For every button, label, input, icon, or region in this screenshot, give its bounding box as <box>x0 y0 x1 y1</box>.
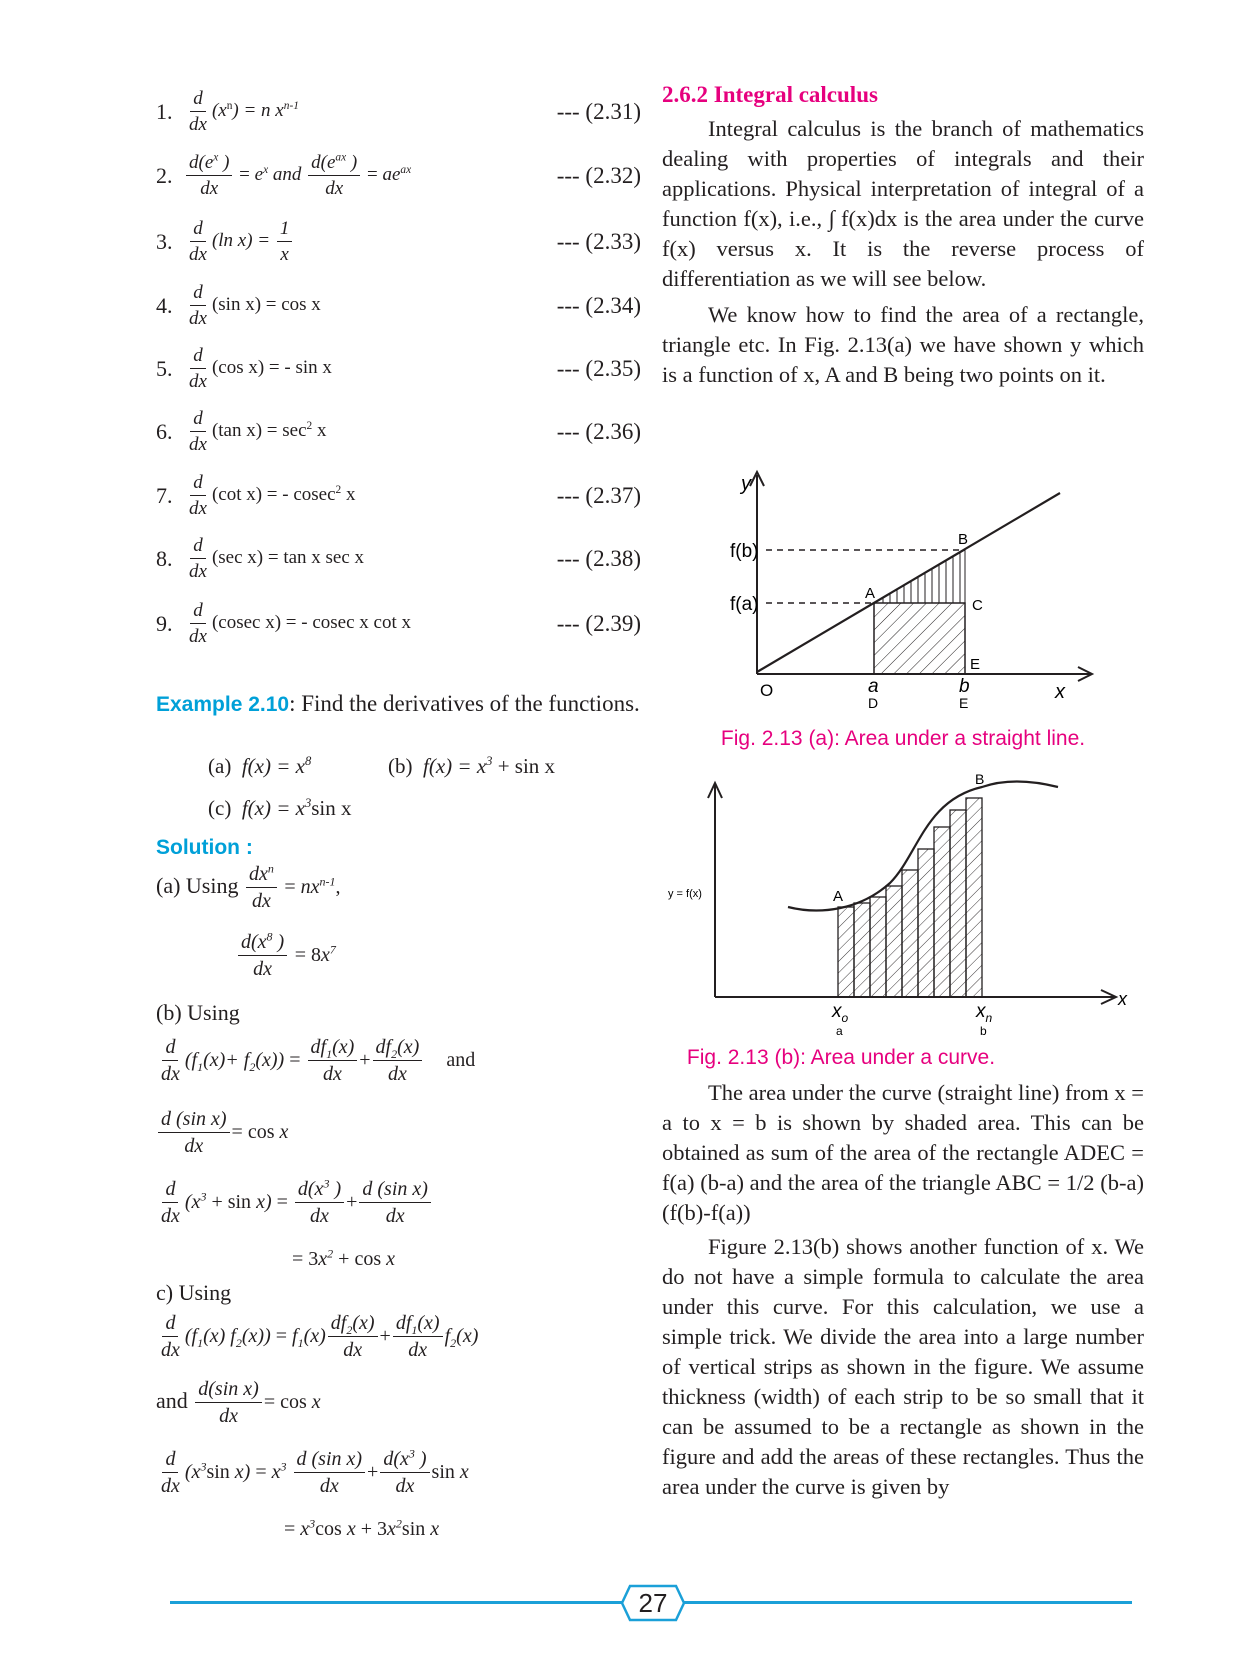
eq-body: $\frac{d}{dx}$ (cos x) = - sin x <box>189 345 332 392</box>
footer-line-left <box>170 1601 624 1604</box>
label-a: a <box>868 676 879 697</box>
eq-reference: --- (2.35) <box>556 355 641 381</box>
label-b: b <box>980 1024 987 1038</box>
label-y-fx: y = f(x) <box>668 888 702 900</box>
footer-line-right <box>682 1601 1132 1604</box>
example-part-c: (c) $f(x) = x^3\sin$ x <box>208 796 352 820</box>
derivative-1 <box>156 88 641 136</box>
example-heading <box>156 688 641 720</box>
example-label: Example 2.10 <box>156 693 290 716</box>
solution-c-step: $\frac{d}{dx}$ ($x^3\sin$ $x) = x^3$ $\frac{\text{d (sin x)}}{dx}$ + $\frac{d(x^3 )}{dx}$ sin x <box>161 1446 469 1497</box>
solution-c-product-rule: $\frac{d}{dx}$ $(f_1(x) f_2(x)) = f_1(x)$ $\frac{df_2(x)}{dx}$ + $\frac{df_1(x)}{dx}$ $f_2(x)$ <box>161 1312 479 1361</box>
solution-a-result: $\frac{d(x^8 )}{dx}$ = $8x^7$ <box>236 931 336 981</box>
derivative-7 <box>156 472 641 520</box>
solution-a-using: (a) Using $\frac{dx^n}{dx}$ = $nx^{n-1}$, <box>156 861 341 912</box>
eq-number: 6. <box>156 418 173 444</box>
rectangle-ADEC <box>874 603 965 674</box>
derivative-2 <box>156 152 641 200</box>
figure-2-13b <box>660 755 1130 1038</box>
eq-number: 9. <box>156 610 173 636</box>
label-A: A <box>833 888 844 905</box>
eq-number: 1. <box>156 98 173 124</box>
derivative-8 <box>156 535 641 583</box>
solution-b-using: (b) Using <box>156 1000 240 1025</box>
label-B: B <box>958 531 969 548</box>
example-text: : Find the derivatives of the functions. <box>289 691 640 716</box>
eq-reference: --- (2.36) <box>556 418 641 444</box>
paragraph-rectangle: We know how to find the area of a rectangle, triangle etc. In Fig. 2.13(a) we have shown y which is a function of x, A and B being two points on it. <box>662 302 1144 387</box>
eq-reference: --- (2.37) <box>556 482 641 508</box>
eq-number: 3. <box>156 228 173 254</box>
label-D: D <box>868 695 879 711</box>
label-b: b <box>959 676 970 697</box>
right-lower-text <box>662 1078 1144 1502</box>
label-xn-sub: n <box>985 1011 993 1025</box>
eq-reference: --- (2.39) <box>556 610 641 636</box>
solution-b-step: $\frac{d}{dx}$ $(x^3 + \sin x)$ = $\frac{d(x^3 )}{dx}$ + $\frac{\text{d (sin x)}}{dx}$ <box>156 1178 433 1228</box>
eq-body: $\frac{d}{dx}$ (cot x) = - cosec$^2$ x <box>189 472 356 519</box>
label-O: O <box>760 681 774 700</box>
label-x0-sub: o <box>841 1011 849 1025</box>
label-x: x <box>1118 989 1127 1009</box>
eq-number: 7. <box>156 482 173 508</box>
vertical-strips <box>838 798 982 997</box>
right-column <box>662 82 1144 390</box>
page-number-badge <box>620 1584 686 1622</box>
section-title: 2.6.2 Integral calculus <box>662 82 878 107</box>
eq-body: $\frac{d}{dx}$ (tan $x) = \sec^2 x$ <box>189 408 327 455</box>
paragraph-shaded-area: The area under the curve (straight line) from x = a to x = b is shown by shaded area. This can be obtained as sum of the area of the rectangle ADEC = f(a) (b-a) and the area of the triangle ABC = 1/2 (b-a) (f(b)-f(a)) <box>662 1080 1144 1225</box>
label-E: E <box>970 656 981 673</box>
derivative-9 <box>156 600 641 648</box>
label-xn: x <box>976 1001 986 1022</box>
label-A: A <box>865 585 876 602</box>
solution-label: Solution : <box>156 836 253 859</box>
solution-c-result: = $x^3\cos$ $x + 3x^2\sin$ x <box>284 1516 440 1540</box>
solution-b-sin-rule: $\frac{\text{d (sin x)}}{dx}$ = cos x <box>156 1108 288 1158</box>
eq-body: $\frac{d}{dx}$ (ln x) = $\frac{1}{x}$ <box>184 218 546 266</box>
caption-fig-2-13b: Fig. 2.13 (b): Area under a curve. <box>686 1046 996 1069</box>
eq-reference: --- (2.31) <box>556 98 641 124</box>
eq-body: $\frac{d}{dx}$ (cosec x) = - cosec x cot x <box>189 600 411 647</box>
eq-body: $\frac{d}{dx}$ $(x^n) = n$ $x^{n-1}$ <box>189 88 299 135</box>
derivative-4 <box>156 282 641 330</box>
derivative-5 <box>156 345 641 393</box>
label-x: x <box>1055 681 1065 703</box>
solution-b-result: = $3x^2 + \cos x$ <box>292 1246 396 1270</box>
example-part-a: (a) $f(x) = x^8$ <box>208 754 312 778</box>
svg-text:xn <box>975 1001 993 1025</box>
svg-text:xo <box>831 1001 849 1025</box>
eq-reference: --- (2.34) <box>556 292 641 318</box>
eq-number: 5. <box>156 355 173 381</box>
eq-reference: --- (2.33) <box>556 228 641 254</box>
solution-c-using: c) Using <box>156 1280 232 1305</box>
label-y: y <box>741 473 751 495</box>
derivative-3 <box>156 218 641 266</box>
label-fa: f(a) <box>730 594 759 615</box>
label-B: B <box>975 771 985 787</box>
page-number: 27 <box>638 1588 668 1618</box>
eq-number: 4. <box>156 292 173 318</box>
label-x0: x <box>832 1001 842 1022</box>
eq-body: $\frac{d}{dx}$ (sin x) = cos x <box>189 282 321 329</box>
solution-b-sum-rule: $\frac{d}{dx}$ $(f_1(x)+ f_2(x))$ = $\frac{df_1(x)}{dx}$ + $\frac{df_2(x)}{dx}$ and <box>161 1036 476 1085</box>
paragraph-strips: Figure 2.13(b) shows another function of x. We do not have a simple formula to calculate the area under this curve. For this calculation, we use a simple trick. We divide the area into a large number of vertical strips as shown in the figure. We assume thickness (width) of each strip to be so small that it can be assumed to be a rectangle as shown in the figure and add the areas of these rectangles. Thus the area under the curve is given by <box>662 1234 1144 1499</box>
eq-body: $\frac{d}{dx}$ (sec x) = tan x sec x <box>189 535 365 582</box>
example-part-b: (b) $f(x) = x^3 + \sin x$ <box>388 754 556 778</box>
label-fb: f(b) <box>730 541 759 562</box>
eq-reference: --- (2.38) <box>556 545 641 571</box>
eq-number: 2. <box>156 162 173 188</box>
derivative-6 <box>156 408 641 456</box>
paragraph-intro: Integral calculus is the branch of mathematics dealing with properties of integrals and their applications. Physical interpretation of integral of a function f(x), i.e., ∫ f(x)dx is the area under the curve f(x) versus x. It is the reverse process of differentiation as we will see below. <box>662 116 1144 291</box>
label-E-bottom: E <box>959 695 969 711</box>
caption-fig-2-13a: Fig. 2.13 (a): Area under a straight line. <box>720 727 1086 750</box>
eq-body: $\frac{d(e^x )}{dx}$ = $e^x$ and $\frac{d(e^{ax} )}{dx}$ = $ae^{ax}$ <box>184 152 546 200</box>
label-a: a <box>836 1024 843 1038</box>
figure-2-13a <box>700 460 1100 711</box>
solution-c-sin-rule: and $\frac{\text{d(sin x)}}{dx}$ = cos x <box>156 1378 321 1427</box>
eq-number: 8. <box>156 545 173 571</box>
eq-reference: --- (2.32) <box>556 162 641 188</box>
label-C: C <box>972 597 983 614</box>
